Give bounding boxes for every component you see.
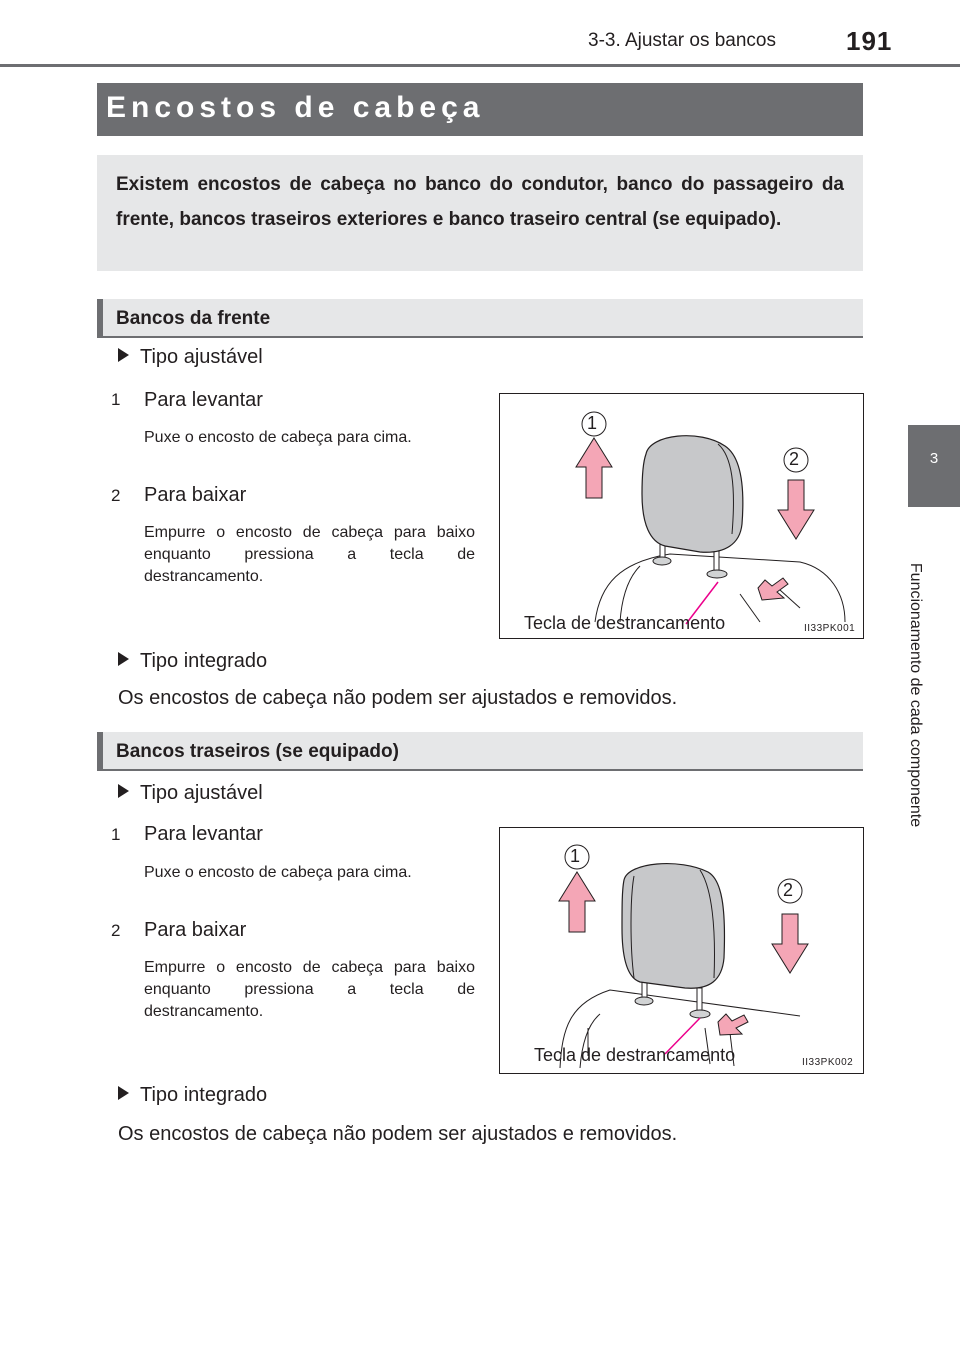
step-title: Para levantar	[144, 823, 263, 845]
callout-2: 2	[783, 880, 794, 900]
step-title: Para baixar	[144, 484, 247, 506]
figure-code: II33PK001	[804, 623, 856, 634]
triangle-bullet-icon	[118, 1086, 129, 1100]
step-number: 1	[111, 825, 121, 844]
headrest-illustration	[500, 394, 863, 638]
intro-text: Existem encostos de cabeça no banco do condutor, banco do passageiro da frente, bancos traseiros exteriores e banco traseiro central (se equipado).	[116, 174, 844, 230]
step-description: Puxe o encosto de cabeça para cima.	[144, 864, 412, 881]
step-description: Empurre o encosto de cabeça para baixo enquanto pressiona a tecla de destrancamento.	[144, 524, 475, 585]
figure-caption: Tecla de destrancamento	[534, 1045, 736, 1065]
chapter-number: 3	[929, 450, 939, 467]
step-number: 1	[111, 390, 121, 409]
step-number: 2	[111, 486, 121, 505]
triangle-bullet-icon	[118, 348, 129, 362]
step-description: Puxe o encosto de cabeça para cima.	[144, 429, 412, 446]
bullet-adjustable-rear	[118, 782, 263, 805]
bullet-label: Tipo ajustável	[140, 346, 263, 368]
step-number: 2	[111, 921, 121, 940]
page-title: Encostos de cabeça	[106, 91, 485, 124]
headrest-figure-front	[499, 393, 864, 639]
bullet-label: Tipo ajustável	[140, 782, 263, 804]
section-accent	[97, 732, 103, 771]
bullet-integrated-front	[118, 650, 267, 673]
running-header-section: 3-3. Ajustar os bancos	[588, 30, 776, 51]
page-number: 191	[846, 26, 893, 56]
callout-1: 1	[587, 413, 598, 433]
triangle-bullet-icon	[118, 652, 129, 666]
figure-code: II33PK002	[802, 1057, 854, 1068]
headrest-illustration	[500, 828, 863, 1073]
section-heading-front: Bancos da frente	[116, 308, 271, 329]
integrated-text: Os encostos de cabeça não podem ser ajustados e removidos.	[118, 687, 678, 709]
integrated-text: Os encostos de cabeça não podem ser ajustados e removidos.	[118, 1123, 678, 1145]
bullet-integrated-rear	[118, 1084, 267, 1107]
section-accent	[97, 299, 103, 338]
bullet-label: Tipo integrado	[140, 1084, 268, 1106]
step-title: Para baixar	[144, 919, 247, 941]
step-title: Para levantar	[144, 389, 263, 411]
bullet-adjustable-front	[118, 346, 263, 369]
callout-2: 2	[789, 449, 800, 469]
bullet-label: Tipo integrado	[140, 650, 268, 672]
figure-caption: Tecla de destrancamento	[524, 613, 726, 633]
headrest-figure-rear	[499, 827, 864, 1074]
header-rule	[0, 64, 960, 67]
triangle-bullet-icon	[118, 784, 129, 798]
chapter-title: Funcionamento de cada componente	[907, 562, 924, 828]
section-heading-rear: Bancos traseiros (se equipado)	[116, 741, 399, 762]
step-description: Empurre o encosto de cabeça para baixo enquanto pressiona a tecla de destrancamento.	[144, 959, 475, 1020]
callout-1: 1	[570, 846, 581, 866]
